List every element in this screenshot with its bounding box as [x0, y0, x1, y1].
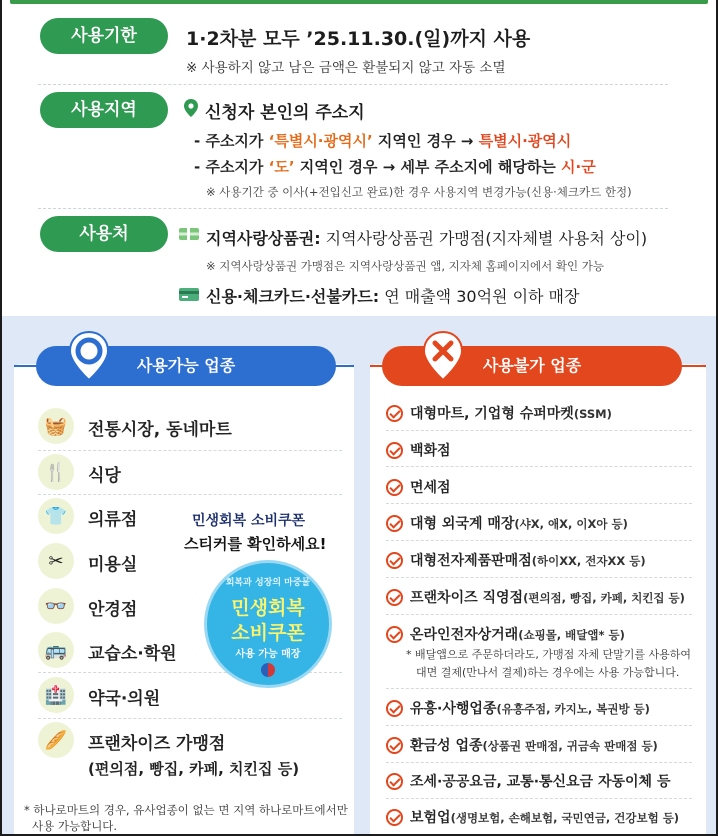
denied-item-main: 보험업 — [410, 810, 451, 826]
scissors-icon: ✂ — [38, 543, 74, 579]
check-circle-icon — [386, 515, 403, 532]
divider — [386, 540, 692, 541]
region-line2-mid: 지역인 경우 → 세부 주소지에 해당하는 — [294, 158, 562, 176]
divider — [38, 494, 342, 495]
divider — [386, 762, 692, 763]
denied-item-detail: (쇼핑몰, 배달앱* 등) — [518, 628, 625, 642]
denied-item-detail: (생명보험, 손해보험, 국민연금, 건강보험 등) — [450, 811, 680, 825]
local-voucher-rest: 지역사랑상품권 가맹점(지자체별 사용처 상이) — [320, 229, 648, 248]
region-line-metro — [194, 130, 571, 151]
denied-item-label — [410, 771, 670, 791]
region-line1-target: 특별시·광역시 — [478, 132, 572, 150]
denied-item-label — [410, 735, 658, 755]
usage-period-note: ※ 사용하지 않고 남은 금액은 환불되지 않고 자동 소멸 — [186, 60, 506, 76]
bus-icon: 🚌 — [38, 632, 74, 668]
check-circle-icon — [386, 773, 403, 790]
local-voucher-note: ※ 지역사랑상품권 가맹점은 지역사랑상품권 앱, 지자체 홈페이지에서 확인 가능 — [206, 259, 605, 273]
allowed-item-label: 식당 — [88, 466, 121, 486]
coupon-sticker — [204, 560, 332, 688]
card-bold: 신용·체크카드·선불카드: — [206, 287, 380, 306]
sticker-line3: 사용 가능 매장 — [235, 649, 301, 660]
divider — [386, 725, 692, 726]
divider — [38, 718, 342, 719]
credit-card-icon — [178, 286, 200, 306]
allowed-item-label: 약국·의원 — [88, 689, 161, 709]
basket-icon: 🧺 — [38, 408, 74, 444]
sticker-subtitle: 스티커를 확인하세요! — [184, 535, 327, 553]
region-line1-hl: ‘특별시·광역시’ — [268, 132, 373, 150]
region-line2-pre: - 주소지가 — [194, 158, 269, 176]
divider — [38, 84, 668, 85]
dining-icon: 🍴 — [38, 454, 74, 490]
allowed-footnote: * 하나로마트의 경우, 유사업종이 없는 면 지역 하나로마트에서만 — [24, 803, 348, 817]
divider — [38, 208, 668, 209]
denied-item-main: 면세점 — [410, 480, 451, 496]
denied-item-main: 온라인전자상거래 — [410, 627, 519, 643]
allowed-item-label: 전통시장, 동네마트 — [88, 420, 232, 440]
denied-item-detail: (상품권 판매점, 귀금속 판매점 등) — [482, 739, 658, 753]
sticker-line2: 소비쿠폰 — [231, 622, 305, 644]
usage-place-pill: 사용처 — [40, 216, 168, 252]
denied-item-main: 대형전자제품판매점 — [410, 553, 532, 569]
region-line2-target: 시·군 — [561, 158, 596, 176]
allowed-item-sub: (편의점, 빵집, 카페, 치킨집 등) — [88, 760, 300, 778]
denied-item-label — [410, 698, 650, 718]
divider — [386, 688, 692, 689]
x-mark-icon — [422, 330, 464, 382]
denied-title: 사용불가 업종 — [382, 346, 682, 386]
sticker-arc-text: 회복과 성장의 마중물 — [225, 578, 311, 588]
allowed-item-label: 의류점 — [88, 510, 138, 530]
region-line2-hl: ‘도’ — [268, 158, 295, 176]
check-circle-icon — [386, 552, 403, 569]
region-line1-mid: 지역인 경우 → — [372, 132, 479, 150]
denied-item-detail: (샤X, 애X, 이X아 등) — [514, 517, 628, 531]
check-circle-icon — [386, 626, 403, 643]
denied-item-label — [410, 477, 451, 497]
divider — [386, 614, 692, 615]
allowed-item-label: 교습소·학원 — [88, 644, 177, 664]
allowed-item-label: 안경점 — [88, 600, 138, 620]
top-accent-line — [10, 0, 708, 4]
divider — [386, 798, 692, 799]
divider — [386, 430, 692, 431]
allowed-footnote-2: 사용 가능합니다. — [32, 819, 118, 833]
divider — [386, 503, 692, 504]
denied-item-detail: (하이XX, 전자XX 등) — [531, 554, 646, 568]
card-line — [206, 284, 579, 307]
denied-item-label — [410, 807, 679, 827]
check-circle-icon — [386, 700, 403, 717]
denied-item-label — [410, 513, 628, 533]
check-circle-icon — [386, 737, 403, 754]
denied-item-label — [410, 624, 625, 644]
denied-item-label — [410, 403, 612, 423]
location-pin-icon — [184, 99, 198, 121]
gov-emblem-icon — [261, 663, 275, 677]
denied-item-main: 유흥·사행업종 — [410, 701, 497, 717]
denied-item-detail: (편의점, 빵집, 카페, 치킨집 등) — [523, 591, 685, 605]
denied-item-main: 조세·공공요금, 교통·통신요금 자동이체 등 — [410, 774, 671, 790]
card-rest: 연 매출액 30억원 이하 매장 — [379, 287, 580, 306]
glasses-icon: 👓 — [38, 588, 74, 624]
local-voucher-bold: 지역사랑상품권: — [206, 229, 321, 248]
hospital-icon: 🏥 — [38, 677, 74, 713]
check-circle-icon — [386, 442, 403, 459]
circle-o-icon — [68, 330, 110, 382]
denied-item-detail: (유흥주점, 카지노, 복권방 등) — [496, 702, 650, 716]
check-circle-icon — [386, 589, 403, 606]
region-line1-pre: - 주소지가 — [194, 132, 269, 150]
allowed-item-label: 미용실 — [88, 555, 138, 575]
sticker-title: 민생회복 소비쿠폰 — [192, 513, 306, 529]
delivery-note-2: 대면 결제(만나서 결제)하는 경우에는 사용 가능합니다. — [416, 666, 680, 679]
sticker-line1: 민생회복 — [231, 597, 305, 619]
denied-item-label — [410, 550, 646, 570]
denied-item-main: 백화점 — [410, 443, 451, 459]
usage-region-pill: 사용지역 — [40, 92, 168, 128]
bread-icon: 🥖 — [38, 722, 74, 758]
check-circle-icon — [386, 809, 403, 826]
allowed-item-label: 프랜차이즈 가맹점 — [88, 734, 226, 754]
allowed-title: 사용가능 업종 — [36, 346, 336, 386]
divider — [38, 450, 342, 451]
usage-period-pill: 사용기한 — [40, 18, 168, 54]
gift-voucher-icon — [178, 226, 200, 246]
usage-region-main: 신청자 본인의 주소지 — [205, 103, 365, 123]
denied-item-label — [410, 587, 685, 607]
local-voucher-line — [206, 226, 647, 249]
delivery-note: * 배달앱으로 주문하더라도, 가맹점 자체 단말기를 사용하여 — [406, 648, 691, 661]
denied-item-main: 대형 외국계 매장 — [410, 516, 515, 532]
denied-item-main: 프랜차이즈 직영점 — [410, 590, 524, 606]
usage-region-note: ※ 사용기간 중 이사(+전입신고 완료)한 경우 사용지역 변경가능(신용·체크카드 한정) — [206, 185, 632, 199]
divider — [386, 577, 692, 578]
hanger-icon: 👕 — [38, 498, 74, 534]
denied-item-main: 환금성 업종 — [410, 738, 483, 754]
check-circle-icon — [386, 405, 403, 422]
divider — [386, 466, 692, 467]
denied-item-main: 대형마트, 기업형 슈퍼마켓 — [410, 406, 574, 422]
info-section — [2, 0, 716, 316]
region-line-province — [194, 156, 596, 177]
denied-item-detail: (SSM) — [573, 407, 612, 421]
check-circle-icon — [386, 479, 403, 496]
usage-period-main: 1·2차분 모두 ’25.11.30.(일)까지 사용 — [186, 28, 531, 50]
denied-item-label — [410, 440, 451, 460]
